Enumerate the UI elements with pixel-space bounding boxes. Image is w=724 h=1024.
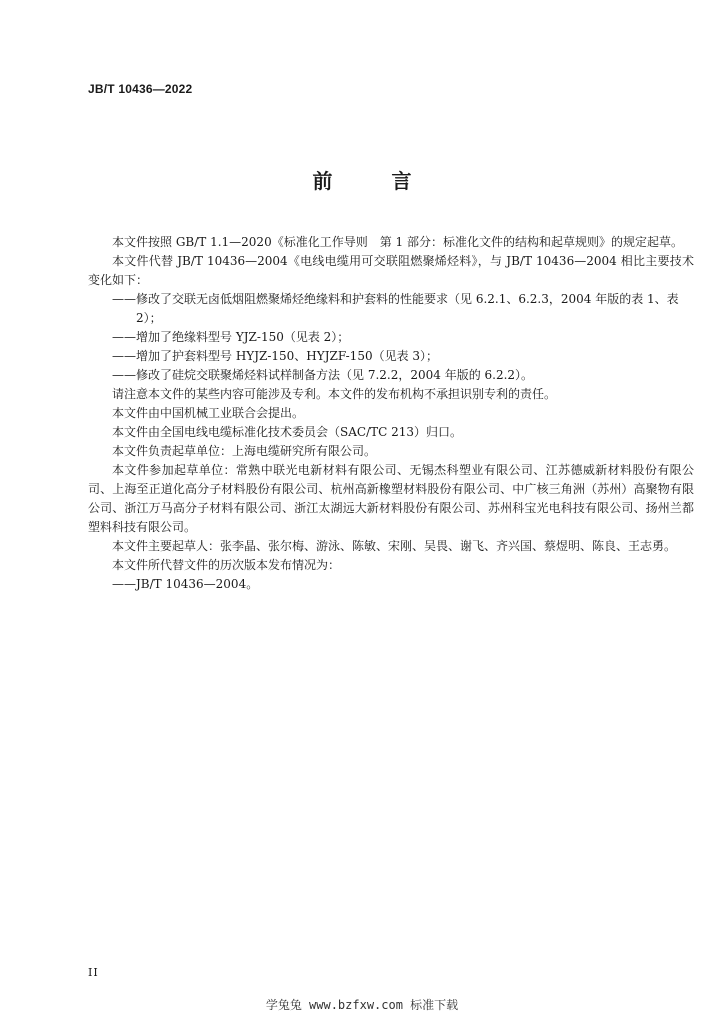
paragraph-patent-notice: 请注意本文件的某些内容可能涉及专利。本文件的发布机构不承担识别专利的责任。	[112, 387, 557, 401]
history-list	[88, 575, 694, 594]
list-item: ——增加了绝缘料型号 YJZ-150（见表 2）；	[112, 330, 350, 344]
page-number: II	[88, 966, 99, 979]
paragraph-proposer: 本文件由中国机械工业联合会提出。	[112, 406, 305, 420]
list-item: ——修改了硅烷交联聚烯烃料试样制备方法（见 7.2.2，2004 年版的 6.2.2）。	[112, 368, 534, 382]
paragraph-drafting-rules: 本文件按照 GB/T 1.1—2020《标准化工作导则 第 1 部分：标准化文件的结构和起草规则》的规定起草。	[112, 235, 683, 249]
paragraph-participating-units: 本文件参加起草单位：常熟中联光电新材料有限公司、无锡杰科塑业有限公司、江苏德威新材料股份有限公司、上海至正道化高分子材料股份有限公司、杭州高新橡塑材料股份有限公司、中广核三角洲（苏州）高聚物有限公司、浙江万马高分子材料有限公司、浙江太湖远大新材料股份有限公司、苏州科宝光电科技有限公司、扬州兰都塑料科技有限公司。	[88, 463, 694, 534]
technical-changes-list	[88, 290, 694, 385]
watermark-text: 学兔兔 www.bzfxw.com 标准下载	[265, 998, 459, 1012]
document-code: JB/T 10436—2022	[88, 82, 193, 96]
list-item: ——修改了交联无卤低烟阻燃聚烯烃绝缘料和护套料的性能要求（见 6.2.1、6.2.3，2004 年版的表 1、表 2）；	[112, 292, 679, 325]
paragraph-main-drafters: 本文件主要起草人：张李晶、张尔梅、游泳、陈敏、宋刚、吴畏、谢飞、齐兴国、蔡煜明、陈良、王志勇。	[112, 539, 677, 553]
paragraph-lead-drafter: 本文件负责起草单位：上海电缆研究所有限公司。	[112, 444, 377, 458]
list-item: ——JB/T 10436—2004。	[112, 577, 259, 591]
page-title: 前 言	[312, 169, 438, 193]
paragraph-committee: 本文件由全国电线电缆标准化技术委员会（SAC/TC 213）归口。	[112, 425, 463, 439]
paragraph-replacement: 本文件代替 JB/T 10436—2004《电线电缆用可交联阻燃聚烯烃料》，与 JB/T 10436—2004 相比主要技术变化如下：	[88, 254, 694, 287]
foreword-body	[88, 233, 694, 594]
paragraph-history-intro: 本文件所代替文件的历次版本发布情况为：	[112, 558, 341, 572]
list-item: ——增加了护套料型号 HYJZ-150、HYJZF-150（见表 3）；	[112, 349, 439, 363]
